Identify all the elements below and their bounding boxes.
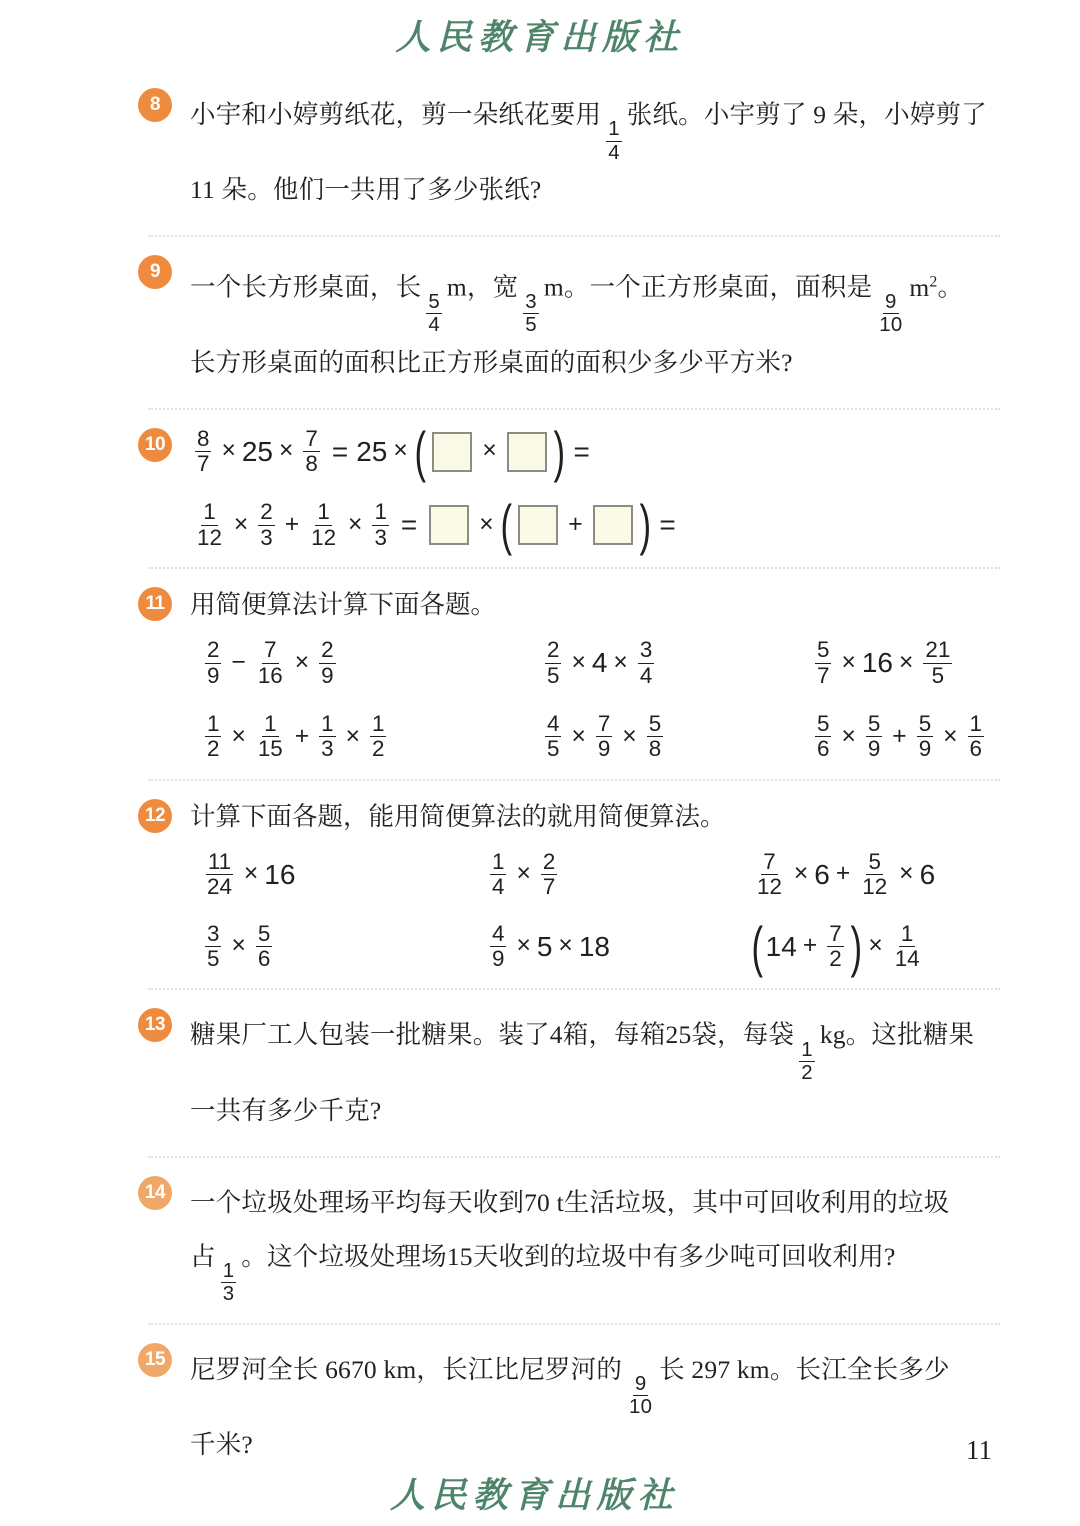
problem-text: 长 297 km。长江全长多少 xyxy=(659,1354,950,1384)
fraction-denominator: 8 xyxy=(305,451,318,476)
fraction-denominator: 4 xyxy=(428,314,440,337)
fraction xyxy=(319,713,335,761)
math-operator: + xyxy=(284,510,300,538)
fraction xyxy=(755,848,784,900)
exercise-expression xyxy=(750,848,936,900)
math-operator: × xyxy=(479,510,494,538)
fraction xyxy=(490,848,506,900)
fraction-numerator: 4 xyxy=(492,920,505,946)
problem-number-badge: 13 xyxy=(138,1008,172,1042)
exercise-item xyxy=(200,848,485,900)
fraction-denominator: 5 xyxy=(547,736,560,762)
fraction-numerator: 1 xyxy=(207,711,220,737)
fraction xyxy=(860,848,889,900)
fraction xyxy=(541,848,557,900)
fraction xyxy=(815,713,831,761)
fraction xyxy=(490,920,506,972)
fraction xyxy=(258,501,274,549)
parenthesis: ( xyxy=(500,493,512,557)
equals-sign: = xyxy=(400,509,418,541)
fraction-numerator: 11 xyxy=(207,848,232,874)
fraction xyxy=(799,1040,815,1084)
publisher-logo-footer: 人民教育出版社 xyxy=(390,1476,680,1515)
math-number: 6 xyxy=(919,858,936,890)
fraction-numerator: 7 xyxy=(264,637,277,663)
fraction-denominator: 7 xyxy=(542,874,556,900)
fraction-numerator: 1 xyxy=(608,118,620,141)
equation-row xyxy=(190,419,1000,483)
fraction xyxy=(195,501,224,549)
fraction-denominator: 7 xyxy=(197,451,210,476)
fraction-denominator: 10 xyxy=(879,314,903,337)
problem-text: kg。这批糖果 xyxy=(819,1020,975,1050)
exercise-item xyxy=(810,639,1000,687)
problem-number-badge: 12 xyxy=(138,799,172,833)
fraction-denominator: 12 xyxy=(197,524,222,550)
problem-instruction: 用简便算法计算下面各题。 xyxy=(190,590,497,620)
math-operator: × xyxy=(613,648,628,676)
parenthesis: ( xyxy=(751,914,764,978)
exercise-grid xyxy=(190,848,1000,978)
fraction-denominator: 5 xyxy=(547,662,560,688)
fraction-numerator: 1 xyxy=(264,711,277,737)
exercise-expression xyxy=(540,639,659,687)
fraction xyxy=(195,425,211,476)
fraction-denominator: 5 xyxy=(931,662,945,688)
problem-14 xyxy=(138,1176,1000,1305)
fraction-denominator: 6 xyxy=(969,736,982,762)
math-number: 14 xyxy=(765,930,797,962)
fraction xyxy=(256,713,285,761)
fraction-numerator: 1 xyxy=(801,1038,813,1061)
exercise-item xyxy=(750,914,1000,978)
math-operator: × xyxy=(558,932,573,960)
fraction xyxy=(917,713,933,761)
problem-separator xyxy=(148,235,1000,237)
exercise-expression xyxy=(485,848,562,900)
problem-8 xyxy=(138,88,1000,217)
problem-text: 糖果厂工人包装一批糖果。装了4箱，每箱25袋，每袋 xyxy=(190,1020,795,1050)
problem-text: 张纸。小宇剪了 9 朵，小婷剪了 xyxy=(626,100,987,129)
math-number: 16 xyxy=(861,647,893,679)
fraction-denominator: 9 xyxy=(321,662,334,688)
math-operator: × xyxy=(899,648,914,676)
fraction-numerator: 5 xyxy=(868,848,881,874)
fraction-numerator: 5 xyxy=(428,290,440,313)
problem-11 xyxy=(138,587,1000,761)
fraction xyxy=(893,920,922,972)
problem-text-line xyxy=(190,1176,1000,1230)
problem-body xyxy=(138,1176,1000,1305)
math-operator: × xyxy=(571,722,586,750)
exercise-expression xyxy=(540,713,668,761)
problem-number-badge: 14 xyxy=(138,1176,172,1210)
fraction-denominator: 10 xyxy=(629,1396,653,1419)
fraction xyxy=(877,292,904,336)
fraction-numerator: 21 xyxy=(925,637,951,663)
math-operator: × xyxy=(899,860,914,888)
exercise-expression xyxy=(485,920,611,972)
problem-text-line xyxy=(190,255,1000,336)
fraction xyxy=(370,713,386,761)
math-operator: × xyxy=(243,860,259,888)
fraction xyxy=(309,501,338,549)
math-operator: − xyxy=(231,648,246,676)
fraction xyxy=(221,1261,237,1305)
fraction-denominator: 12 xyxy=(311,524,337,550)
fraction-numerator: 3 xyxy=(207,920,220,946)
fill-in-equation xyxy=(190,493,683,557)
problem-number-badge: 15 xyxy=(138,1343,172,1377)
math-number: 25 xyxy=(241,435,273,467)
fraction-numerator: 7 xyxy=(305,425,318,451)
fraction-numerator: 1 xyxy=(492,848,505,874)
problem-text-line xyxy=(190,1343,1000,1418)
math-operator: × xyxy=(345,722,360,750)
problem-body xyxy=(138,799,1000,978)
fraction-numerator: 7 xyxy=(829,920,842,946)
math-operator: × xyxy=(841,722,856,750)
problem-separator xyxy=(148,1156,1000,1158)
exercise-item xyxy=(540,639,810,687)
problem-body xyxy=(138,419,1000,557)
fraction-denominator: 4 xyxy=(608,141,620,164)
fraction-numerator: 9 xyxy=(885,290,897,313)
problem-separator xyxy=(148,408,1000,410)
fraction-numerator: 3 xyxy=(525,290,537,313)
problem-separator xyxy=(148,1323,1000,1325)
fraction-denominator: 9 xyxy=(492,946,505,972)
fraction-numerator: 1 xyxy=(900,920,914,946)
problem-text: 长方形桌面的面积比正方形桌面的面积少多少平方米? xyxy=(190,347,793,377)
math-operator: + xyxy=(835,860,851,888)
fraction-denominator: 5 xyxy=(207,946,220,972)
fraction xyxy=(256,920,272,972)
fraction-denominator: 7 xyxy=(817,662,830,688)
problem-number-badge: 9 xyxy=(138,255,172,289)
fill-in-equation xyxy=(190,419,597,483)
fraction xyxy=(596,713,612,761)
unit-exponent: 2 xyxy=(929,273,938,291)
math-number: 5 xyxy=(536,930,553,962)
exercise-item xyxy=(200,713,540,761)
math-number: 18 xyxy=(578,930,610,962)
math-operator: × xyxy=(793,860,809,888)
math-operator: × xyxy=(868,932,883,960)
fraction-denominator: 6 xyxy=(257,946,271,972)
fraction-numerator: 5 xyxy=(918,711,932,737)
fraction xyxy=(866,713,882,761)
fraction-numerator: 2 xyxy=(547,637,560,663)
math-operator: + xyxy=(892,722,907,750)
fraction xyxy=(545,639,561,687)
problem-text: 千米? xyxy=(190,1429,253,1459)
fraction xyxy=(523,292,539,336)
exercise-expression xyxy=(750,914,927,978)
fraction-numerator: 5 xyxy=(648,711,662,737)
fraction-numerator: 1 xyxy=(371,711,385,737)
problem-body xyxy=(138,255,1000,390)
fraction-numerator: 8 xyxy=(197,425,210,451)
problem-text-line xyxy=(190,1418,1000,1472)
fraction xyxy=(372,501,388,549)
problem-10 xyxy=(138,419,1000,557)
exercise-grid xyxy=(190,639,1000,761)
math-operator: × xyxy=(221,437,236,465)
exercise-item xyxy=(485,848,750,900)
fraction xyxy=(303,425,319,476)
problem-text-line xyxy=(190,1084,1000,1138)
math-operator: × xyxy=(516,932,531,960)
fraction-denominator: 2 xyxy=(801,1062,813,1085)
problem-text-line xyxy=(190,163,1000,217)
problem-text: 一共有多少千克? xyxy=(190,1095,382,1125)
problem-text-line xyxy=(190,88,1000,163)
math-operator: × xyxy=(279,437,294,465)
fraction-denominator: 24 xyxy=(207,874,232,900)
problem-9 xyxy=(138,255,1000,390)
parenthesis: ) xyxy=(553,419,565,483)
fraction-numerator: 1 xyxy=(222,1259,235,1282)
equals-sign: = xyxy=(659,509,676,541)
math-operator: + xyxy=(294,722,310,750)
fraction xyxy=(319,639,335,687)
math-operator: × xyxy=(233,510,249,538)
problem-separator xyxy=(148,988,1000,990)
problem-13 xyxy=(138,1008,1000,1137)
problem-text-line xyxy=(190,336,1000,390)
fraction xyxy=(638,639,654,687)
math-operator: × xyxy=(516,860,531,888)
exercise-item xyxy=(200,920,485,972)
fraction xyxy=(815,639,831,687)
fraction xyxy=(205,920,221,972)
fraction-numerator: 2 xyxy=(542,848,556,874)
problem-instruction: 计算下面各题，能用简便算法的就用简便算法。 xyxy=(190,801,726,831)
fraction xyxy=(627,1374,654,1418)
problem-text: 一个长方形桌面，长 xyxy=(190,272,422,302)
math-operator: × xyxy=(231,932,246,960)
math-number: 6 xyxy=(814,858,830,890)
fraction-denominator: 16 xyxy=(257,662,283,688)
fraction-numerator: 5 xyxy=(817,637,830,663)
math-operator: × xyxy=(231,722,246,750)
fraction-denominator: 9 xyxy=(207,662,220,688)
exercise-expression xyxy=(200,920,277,972)
answer-box[interactable] xyxy=(507,432,547,472)
equation-row xyxy=(190,493,1000,557)
fraction-denominator: 8 xyxy=(648,736,662,762)
exercise-expression xyxy=(200,639,341,687)
math-operator: × xyxy=(482,437,497,465)
fraction-denominator: 4 xyxy=(639,662,653,688)
fraction-numerator: 5 xyxy=(257,920,271,946)
fraction xyxy=(205,639,221,687)
fraction xyxy=(606,119,622,163)
math-operator: × xyxy=(841,648,856,676)
math-operator: + xyxy=(568,510,583,538)
problem-text: 小宇和小婷剪纸花，剪一朵纸花要用 xyxy=(190,100,602,129)
fraction-denominator: 12 xyxy=(862,874,888,900)
problem-text: m。一个正方形桌面，面积是 xyxy=(543,272,873,302)
fraction xyxy=(923,639,952,687)
fraction-denominator: 6 xyxy=(817,736,830,762)
math-operator: × xyxy=(622,722,637,750)
fraction-numerator: 2 xyxy=(207,637,220,663)
exercise-item xyxy=(200,639,540,687)
math-operator: × xyxy=(943,722,958,750)
problem-text-line xyxy=(190,1230,1000,1305)
problem-text-line xyxy=(190,1008,1000,1083)
math-number: 4 xyxy=(591,647,608,679)
answer-box[interactable] xyxy=(429,505,469,545)
problem-body xyxy=(138,587,1000,761)
fraction-numerator: 5 xyxy=(817,711,830,737)
unit-label: $m^2$ xyxy=(909,272,938,302)
parenthesis: ( xyxy=(414,419,426,483)
fraction-numerator: 1 xyxy=(969,711,982,737)
exercise-expression xyxy=(200,848,296,900)
exercise-expression xyxy=(200,713,391,761)
fraction-denominator: 15 xyxy=(257,736,283,762)
problem-number-badge: 11 xyxy=(138,587,172,621)
exercise-item xyxy=(750,848,1000,900)
equals-sign: = xyxy=(573,435,590,467)
fraction-denominator: 3 xyxy=(321,736,334,762)
problem-number-badge: 10 xyxy=(138,428,172,462)
math-number: 16 xyxy=(264,858,296,890)
problem-separator xyxy=(148,779,1000,781)
fraction-denominator: 3 xyxy=(222,1283,235,1306)
fraction-denominator: 9 xyxy=(597,736,611,762)
fraction-denominator: 2 xyxy=(829,946,842,972)
problem-text: 尼罗河全长 6670 km，长江比尼罗河的 xyxy=(190,1354,623,1384)
parenthesis: ) xyxy=(850,914,862,978)
problem-text: 。这个垃圾处理场15天收到的垃圾中有多少吨可回收利用? xyxy=(241,1241,896,1271)
fraction-numerator: 2 xyxy=(321,637,334,663)
problem-12 xyxy=(138,799,1000,978)
problem-body xyxy=(138,1343,1000,1472)
exercise-item xyxy=(810,713,1000,761)
fraction-denominator: 5 xyxy=(525,314,537,337)
fraction-numerator: 1 xyxy=(374,499,387,525)
fraction-numerator: 7 xyxy=(763,848,776,874)
fraction-numerator: 1 xyxy=(203,499,216,525)
problem-text: 11 朵。他们一共用了多少张纸? xyxy=(190,175,542,205)
fraction-numerator: 2 xyxy=(260,499,273,525)
problem-text: m，宽 xyxy=(446,272,519,302)
fraction xyxy=(827,920,843,972)
answer-box[interactable] xyxy=(593,505,633,545)
fraction xyxy=(256,639,285,687)
fraction-denominator: 12 xyxy=(757,874,782,900)
problem-text: 占 xyxy=(190,1241,216,1271)
fraction-numerator: 1 xyxy=(321,711,334,737)
fraction xyxy=(545,713,561,761)
fraction xyxy=(426,292,442,336)
equals-sign: = xyxy=(331,435,349,467)
fraction-denominator: 9 xyxy=(918,736,932,762)
math-operator: × xyxy=(348,510,363,538)
parenthesis: ) xyxy=(639,493,651,557)
fraction-denominator: 2 xyxy=(207,736,220,762)
problem-body xyxy=(138,88,1000,217)
math-operator: × xyxy=(393,437,408,465)
exercise-expression xyxy=(810,713,989,761)
fraction-denominator: 14 xyxy=(894,946,920,972)
answer-box[interactable] xyxy=(518,505,558,545)
exercise-expression xyxy=(810,639,957,687)
fraction-denominator: 4 xyxy=(492,874,505,900)
fraction xyxy=(205,848,234,900)
exercise-item xyxy=(485,920,750,972)
fraction-numerator: 9 xyxy=(634,1372,647,1395)
fraction-denominator: 3 xyxy=(260,524,273,550)
exercise-item xyxy=(540,713,810,761)
problem-15 xyxy=(138,1343,1000,1472)
fraction xyxy=(968,713,984,761)
fraction-numerator: 1 xyxy=(317,499,330,525)
problem-text: 一个垃圾处理场平均每天收到70 t生活垃圾，其中可回收利用的垃圾 xyxy=(190,1187,950,1217)
fraction-numerator: 7 xyxy=(597,711,611,737)
problem-separator xyxy=(148,567,1000,569)
fraction-numerator: 4 xyxy=(547,711,560,737)
fraction xyxy=(205,713,221,761)
problem-number-badge: 8 xyxy=(138,88,172,122)
math-operator: + xyxy=(802,932,818,960)
answer-box[interactable] xyxy=(432,432,472,472)
problems-container xyxy=(138,88,1000,1472)
publisher-logo-header: 人民教育出版社 xyxy=(395,18,685,57)
fraction xyxy=(647,713,663,761)
math-number: 25 xyxy=(356,435,388,467)
math-operator: × xyxy=(571,648,586,676)
math-operator: × xyxy=(294,648,310,676)
fraction-numerator: 3 xyxy=(639,637,653,663)
fraction-denominator: 3 xyxy=(374,524,387,550)
fraction-numerator: 5 xyxy=(867,711,881,737)
problem-body xyxy=(138,1008,1000,1137)
page-number: 11 xyxy=(966,1435,992,1465)
fraction-denominator: 9 xyxy=(867,736,881,762)
problem-text: 。 xyxy=(937,272,964,302)
fraction-denominator: 2 xyxy=(371,736,385,762)
